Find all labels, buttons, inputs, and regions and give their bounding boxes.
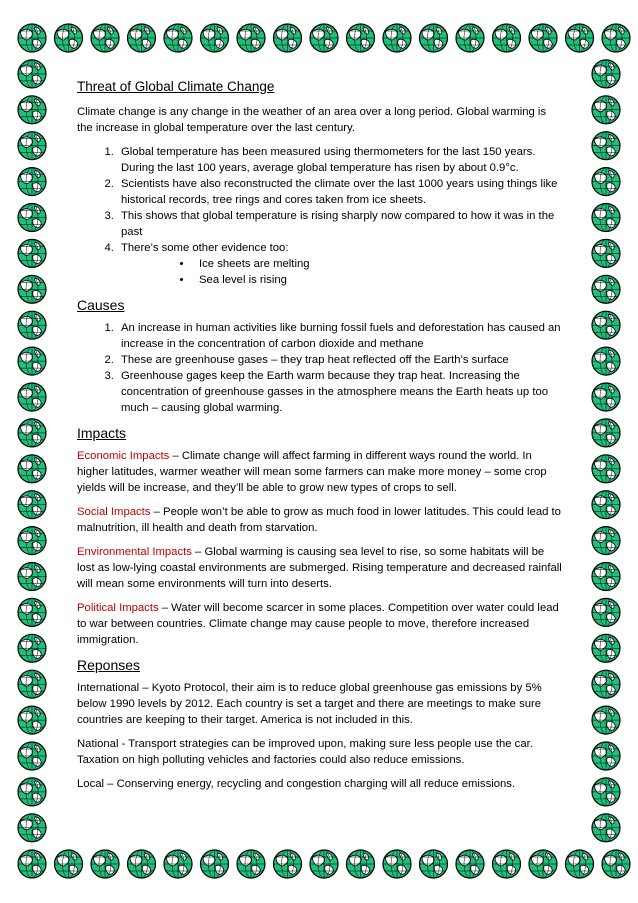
economic-impacts-text: – Climate change will affect farming in different ways round the world. In higher latitudes, warmer weather will mean some farmers can make more money – some crop yields will be increase, and they’ll be able to grow new types of crops to sell. — [77, 450, 547, 494]
globe-icon — [592, 419, 620, 447]
globe-icon — [420, 24, 448, 52]
economic-impacts-label: Economic Impacts — [77, 450, 170, 462]
globe-icon — [18, 706, 46, 734]
globe-icon — [592, 778, 620, 806]
globe-icon — [493, 24, 521, 52]
globe-icon — [566, 850, 594, 878]
globe-icon — [592, 347, 620, 375]
globe-icon — [493, 850, 521, 878]
globe-icon — [274, 850, 302, 878]
globe-icon — [456, 24, 484, 52]
other-evidence-list — [121, 256, 563, 288]
globe-icon — [529, 24, 557, 52]
globe-icon — [18, 527, 46, 555]
social-impacts-label: Social Impacts — [77, 506, 151, 518]
globe-icon — [592, 527, 620, 555]
environmental-impacts-label: Environmental Impacts — [77, 546, 192, 558]
globe-icon — [164, 850, 192, 878]
globe-icon — [592, 563, 620, 591]
globe-icon — [529, 850, 557, 878]
globe-icon — [592, 491, 620, 519]
globe-icon — [18, 96, 46, 124]
globe-icon — [18, 598, 46, 626]
social-impacts-text: – People won’t be able to grow as much food in lower latitudes. This could lead to malnutrition, ill health and death from starvation. — [77, 506, 561, 534]
economic-impacts-paragraph — [77, 448, 563, 496]
globe-icon — [18, 311, 46, 339]
causes-heading: Causes — [77, 297, 125, 313]
social-impacts-paragraph — [77, 504, 563, 536]
globe-icon — [55, 24, 83, 52]
globe-icon — [18, 132, 46, 160]
national-response: National - Transport strategies can be improved upon, making sure less people use the car. Taxation on high polluting vehicles and factories could also reduce emissions. — [77, 738, 533, 766]
list-item: 3. This shows that global temperature is rising sharply now compared to how it was in the past — [117, 208, 563, 240]
globe-icon — [592, 60, 620, 88]
document-body — [77, 78, 563, 800]
globe-icon — [602, 24, 630, 52]
causes-list — [77, 320, 563, 416]
globe-icon — [592, 204, 620, 232]
globe-icon — [592, 814, 620, 842]
globe-icon — [91, 24, 119, 52]
globe-icon — [18, 634, 46, 662]
globe-icon — [592, 598, 620, 626]
globe-icon — [18, 670, 46, 698]
globe-icon — [18, 491, 46, 519]
globe-icon — [592, 455, 620, 483]
globe-icon — [237, 850, 265, 878]
evidence-list — [77, 144, 563, 288]
globe-icon — [383, 850, 411, 878]
globe-icon — [18, 168, 46, 196]
bullet-item: • Ice sheets are melting — [193, 256, 563, 272]
political-impacts-paragraph — [77, 600, 563, 648]
page-title: Threat of Global Climate Change — [77, 79, 275, 94]
globe-icon — [310, 24, 338, 52]
list-item: 1. An increase in human activities like burning fossil fuels and deforestation has caused an increase in the concentration of carbon dioxide and methane — [117, 320, 563, 352]
globe-icon — [274, 24, 302, 52]
globe-icon — [55, 850, 83, 878]
international-response: International – Kyoto Protocol, their aim is to reduce global greenhouse gas emissions by 5% below 1990 levels by 2012. Each country is set a target and there are meetings to make sure countries are keeping to their target. America is not included in this. — [77, 682, 542, 726]
globe-icon — [164, 24, 192, 52]
globe-icon — [128, 24, 156, 52]
globe-icon — [592, 706, 620, 734]
globe-icon — [18, 347, 46, 375]
globe-icon — [456, 850, 484, 878]
globe-icon — [347, 24, 375, 52]
list-item-text: There’s some other evidence too: — [121, 242, 289, 254]
globe-icon — [310, 850, 338, 878]
impacts-heading: Impacts — [77, 425, 127, 441]
intro-paragraph: Climate change is any change in the weather of an area over a long period. Global warming is the increase in global temperature over the last century. — [77, 106, 547, 134]
globe-icon — [592, 168, 620, 196]
local-response: Local – Conserving energy, recycling and congestion charging will all reduce emissions. — [77, 778, 516, 790]
globe-icon — [383, 24, 411, 52]
globe-icon — [18, 383, 46, 411]
globe-icon — [592, 132, 620, 160]
globe-icon — [18, 239, 46, 267]
globe-icon — [18, 742, 46, 770]
globe-icon — [18, 563, 46, 591]
globe-icon — [347, 850, 375, 878]
political-impacts-text: – Water will become scarcer in some places. Competition over water could lead to war between countries. Climate change may cause people to move, therefore increased immigration. — [77, 602, 559, 646]
globe-icon — [592, 96, 620, 124]
globe-icon — [201, 850, 229, 878]
globe-icon — [18, 850, 46, 878]
globe-icon — [592, 239, 620, 267]
globe-icon — [592, 742, 620, 770]
list-item — [117, 240, 563, 288]
bullet-item: • Sea level is rising — [193, 272, 563, 288]
list-item: 2. Scientists have also reconstructed the climate over the last 1000 years using things like historical records, tree rings and cores taken from ice sheets. — [117, 176, 563, 208]
globe-icon — [18, 204, 46, 232]
globe-icon — [420, 850, 448, 878]
globe-icon — [91, 850, 119, 878]
globe-icon — [18, 778, 46, 806]
environmental-impacts-text: – Global warming is causing sea level to rise, so some habitats will be lost as low-lying coastal environments are submerged. Rising temperature and decreased rainfall will mean some environments will turn into deserts. — [77, 546, 562, 590]
globe-icon — [201, 24, 229, 52]
globe-icon — [128, 850, 156, 878]
globe-icon — [602, 850, 630, 878]
globe-icon — [592, 311, 620, 339]
political-impacts-label: Political Impacts — [77, 602, 159, 614]
globe-icon — [18, 275, 46, 303]
globe-icon — [592, 670, 620, 698]
globe-icon — [592, 275, 620, 303]
list-item: 3. Greenhouse gages keep the Earth warm because they trap heat. Increasing the concentration of greenhouse gasses in the atmosphere means the Earth heats up too much – causing global warming. — [117, 368, 563, 416]
globe-icon — [237, 24, 265, 52]
globe-icon — [566, 24, 594, 52]
responses-heading: Reponses — [77, 657, 141, 673]
globe-icon — [18, 24, 46, 52]
globe-icon — [592, 634, 620, 662]
list-item: 1. Global temperature has been measured using thermometers for the last 150 years. During the last 100 years, average global temperature has risen by about 0.9°c. — [117, 144, 563, 176]
globe-icon — [592, 383, 620, 411]
globe-icon — [18, 814, 46, 842]
globe-icon — [18, 455, 46, 483]
globe-icon — [18, 60, 46, 88]
environmental-impacts-paragraph — [77, 544, 563, 592]
globe-icon — [18, 419, 46, 447]
list-item: 2. These are greenhouse gases – they trap heat reflected off the Earth’s surface — [117, 352, 563, 368]
